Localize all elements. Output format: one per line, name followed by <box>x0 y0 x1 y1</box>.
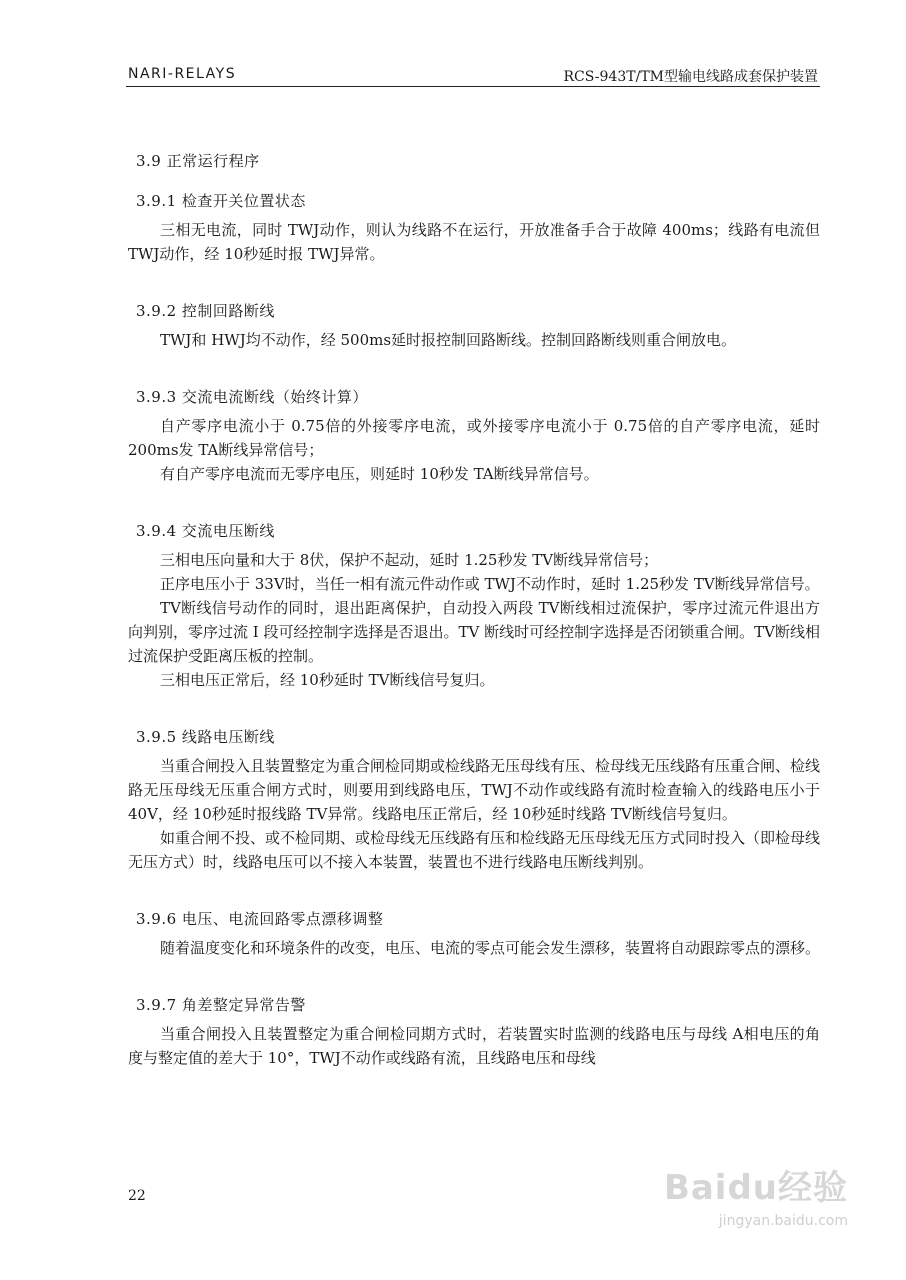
paragraph: 随着温度变化和环境条件的改变，电压、电流的零点可能会发生漂移，装置将自动跟踪零点的漂移。 <box>160 939 821 957</box>
section-3-9-4 <box>128 520 820 692</box>
watermark-url: jingyan.baidu.com <box>718 1213 848 1229</box>
header-rule <box>126 86 820 87</box>
section-3-9-7 <box>128 994 820 1070</box>
paragraph: TWJ和 HWJ均不动作，经 500ms延时报控制回路断线。控制回路断线则重合闸放电。 <box>160 331 737 349</box>
section-3-9-3 <box>128 386 820 486</box>
paragraph: 自产零序电流小于 0.75倍的外接零序电流，或外接零序电流小于 0.75倍的自产零序电流，延时 200ms发 TA断线异常信号； <box>128 417 820 459</box>
section-title: 3.9.5 线路电压断线 <box>136 728 275 746</box>
section-3-9-6 <box>128 908 820 960</box>
paragraph: 有自产零序电流而无零序电压，则延时 10秒发 TA断线异常信号。 <box>160 465 599 483</box>
section-3-9-5 <box>128 726 820 874</box>
document-body <box>128 150 820 1070</box>
paragraph: 正序电压小于 33V时，当任一相有流元件动作或 TWJ不动作时，延时 1.25秒发 TV断线异常信号。 <box>160 575 820 593</box>
section-main-title: 3.9 正常运行程序 <box>136 152 260 170</box>
paragraph: 三相无电流，同时 TWJ动作，则认为线路不在运行，开放准备手合于故障 400ms；线路有电流但 TWJ动作，经 10秒延时报 TWJ异常。 <box>128 221 820 263</box>
section-title: 3.9.3 交流电流断线（始终计算） <box>136 388 368 406</box>
section-title: 3.9.7 角差整定异常告警 <box>136 996 306 1014</box>
header-right: RCS-943T/TM型输电线路成套保护装置 <box>563 69 818 85</box>
paragraph: TV断线信号动作的同时，退出距离保护，自动投入两段 TV断线相过流保护，零序过流元件退出方向判别，零序过流 I 段可经控制字选择是否退出。TV 断线时可经控制字选择是否闭锁重合闸。TV断线相过流保护受距离压板的控制。 <box>128 599 820 665</box>
paragraph: 如重合闸不投、或不检同期、或检母线无压线路有压和检线路无压母线无压方式同时投入（即检母线无压方式）时，线路电压可以不接入本装置，装置也不进行线路电压断线判别。 <box>128 829 821 871</box>
paragraph: 三相电压向量和大于 8伏，保护不起动，延时 1.25秒发 TV断线异常信号； <box>160 551 659 569</box>
page-number: 22 <box>128 1188 146 1204</box>
header-left: NARI-RELAYS <box>128 66 237 82</box>
section-3-9-1 <box>128 190 820 266</box>
paragraph: 当重合闸投入且装置整定为重合闸检同期方式时，若装置实时监测的线路电压与母线 A相电压的角度与整定值的差大于 10°，TWJ不动作或线路有流，且线路电压和母线 <box>128 1025 820 1067</box>
section-title: 3.9.1 检查开关位置状态 <box>136 192 306 210</box>
watermark-logo: Baidu经验 <box>663 1168 848 1208</box>
section-title: 3.9.6 电压、电流回路零点漂移调整 <box>136 910 384 928</box>
paragraph: 当重合闸投入且装置整定为重合闸检同期或检线路无压母线有压、检母线无压线路有压重合闸、检线路无压母线无压重合闸方式时，则要用到线路电压，TWJ不动作或线路有流时检查输入的线路电压小于 40V，经 10秒延时报线路 TV异常。线路电压正常后，经 10秒延时线路 TV断线信号复归。 <box>128 757 821 823</box>
watermark <box>664 1160 848 1229</box>
paragraph: 三相电压正常后，经 10秒延时 TV断线信号复归。 <box>160 671 495 689</box>
section-title: 3.9.4 交流电压断线 <box>136 522 275 540</box>
section-title: 3.9.2 控制回路断线 <box>136 302 275 320</box>
section-3-9-2 <box>128 300 820 352</box>
